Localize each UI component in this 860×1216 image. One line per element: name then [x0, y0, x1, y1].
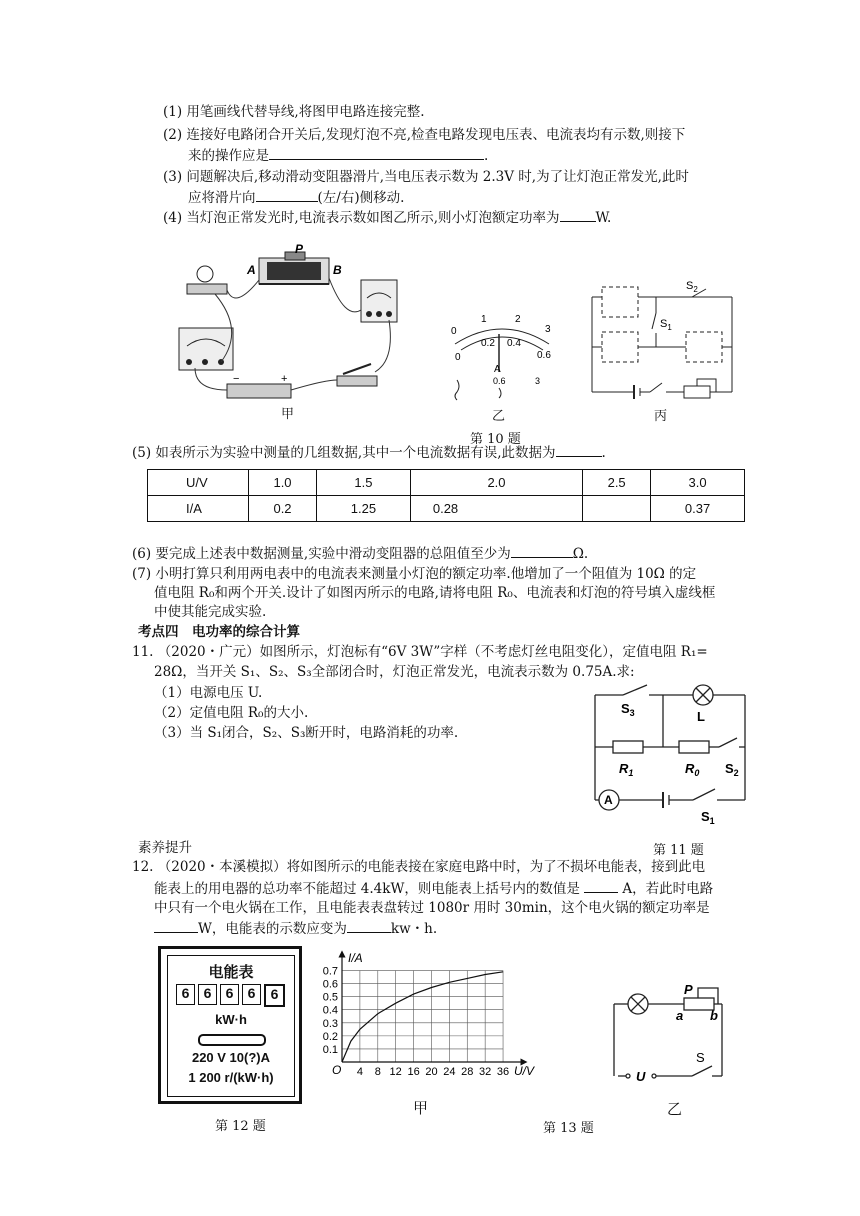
svg-text:0.6: 0.6 [493, 376, 506, 386]
q13-label-b: b [710, 1008, 718, 1023]
q11-caption: 第 11 题 [653, 843, 704, 858]
chart-y-tick-label: 0.5 [322, 991, 338, 1004]
q13-label-a: a [676, 1008, 684, 1023]
battery-icon [227, 373, 291, 398]
svg-text:3: 3 [535, 376, 541, 386]
q12-line3: 中只有一个电火锅在工作，且电能表表盘转过 1080r 用时 30min，这个电火锅的额定功率是 [154, 900, 710, 916]
answer-blank[interactable] [347, 919, 391, 933]
section-improve: 素养提升 [138, 840, 192, 856]
rheostat-label-A: A [247, 263, 256, 277]
q12-line1: 12. （2020・本溪模拟）将如图所示的电能表接在家庭电路中时，为了不损坏电能表，接到此电 [132, 859, 706, 875]
q13-label-jia: 甲 [413, 1099, 429, 1117]
meter-rev: 1 200 r/(kW·h) [188, 1070, 274, 1085]
svg-text:0: 0 [451, 326, 457, 337]
svg-text:0: 0 [455, 352, 461, 363]
chart-y-label: I/A [348, 951, 363, 965]
chart-x-tick-label: 20 [425, 1066, 438, 1078]
label-S2: $S_2$ [725, 761, 739, 778]
meter-unit: kW·h [215, 1012, 247, 1027]
answer-blank[interactable] [560, 208, 596, 222]
meter-digits: 6 6 6 6 6 [176, 984, 285, 1007]
energy-meter [158, 946, 302, 1104]
chart-origin-label: O [332, 1063, 342, 1077]
q13-circuit [600, 980, 740, 1088]
measurement-table [147, 469, 745, 522]
chart-x-tick-label: 12 [389, 1066, 402, 1078]
q10-item7-cont2: 中使其能完成实验. [154, 604, 267, 620]
chart-x-tick-label: 28 [461, 1066, 474, 1078]
q11-sub1: （1）电源电压 U. [154, 685, 263, 701]
chart-y-tick-label: 0.1 [322, 1043, 338, 1056]
q10-label-bing: 丙 [654, 409, 668, 424]
answer-blank[interactable] [269, 146, 484, 160]
q10-item2-cont: 来的操作应是 . [188, 148, 489, 164]
meter-disc-icon [198, 1034, 266, 1046]
q10-label-jia: 甲 [281, 407, 295, 422]
meter-title: 电能表 [208, 964, 254, 981]
q13-chart [312, 944, 542, 1084]
q10-item2: (2) 连接好电路闭合开关后,发现灯泡不亮,检查电路发现电压表、电流表均有示数,则接下 [163, 127, 686, 143]
rheostat-label-P: P [295, 242, 304, 256]
chart-ticks [323, 966, 509, 1078]
q10-item7-cont: 值电阻 R₀和两个开关.设计了如图丙所示的电路,请将电阻 R₀、电流表和灯泡的符号填入虚线框 [154, 585, 716, 601]
chart-y-tick-label: 0.2 [322, 1030, 338, 1043]
label-R1: $R_1$ [619, 761, 634, 778]
q13-label-P: P [684, 982, 693, 997]
q10-figure-bing [582, 277, 742, 402]
answer-blank[interactable] [584, 879, 618, 893]
rheostat-label-B: B [333, 263, 342, 277]
bing-label-S2: $S_2$ [686, 280, 698, 294]
q13-label-U: U [636, 1069, 646, 1084]
section-heading: 考点四 电功率的综合计算 [138, 624, 300, 640]
chart-y-tick-label: 0.3 [322, 1017, 338, 1030]
answer-blank[interactable] [511, 544, 573, 558]
svg-text:+: + [281, 373, 288, 385]
svg-text:0.4: 0.4 [507, 338, 521, 349]
chart-grid [342, 971, 503, 1062]
dashed-box [602, 332, 638, 362]
voltmeter-icon [179, 328, 233, 370]
bulb-icon [187, 266, 227, 294]
q11-sub3: （3）当 S₁闭合，S₂、S₃断开时，电路消耗的功率. [154, 725, 459, 741]
svg-text:0.6: 0.6 [537, 350, 551, 361]
svg-text:−: − [233, 373, 240, 385]
chart-x-tick-label: 32 [479, 1066, 492, 1078]
q12-line2: 能表上的用电器的总功率不能超过 4.4kW，则电能表上括号内的数值是 A，若此时电路 [154, 881, 714, 897]
q11-sub2: （2）定值电阻 R₀的大小. [154, 705, 309, 721]
svg-text:3: 3 [545, 324, 551, 335]
q10-figure-yi [437, 310, 567, 405]
switch-icon [337, 364, 377, 386]
table-row: U/V 1.0 1.5 2.0 2.5 3.0 [148, 470, 745, 496]
q10-label-yi: 乙 [492, 409, 506, 424]
chart-series-line [342, 972, 503, 1062]
label-R0: $R_0$ [685, 761, 700, 778]
chart-y-tick-label: 0.6 [322, 978, 338, 991]
chart-y-tick-label: 0.7 [322, 965, 338, 978]
q12-line4: W，电能表的示数应变为 kw・h. [154, 919, 437, 938]
chart-axes [332, 951, 535, 1078]
q13-caption: 第 13 题 [543, 1121, 594, 1136]
chart-y-tick-label: 0.4 [322, 1004, 338, 1017]
svg-text:2: 2 [515, 314, 521, 325]
dashed-box [602, 287, 638, 317]
chart-x-tick-label: 4 [356, 1066, 363, 1078]
chart-x-tick-label: 8 [374, 1066, 381, 1078]
q10-figure-jia [175, 242, 400, 410]
q10-caption: 第 10 题 [470, 432, 521, 447]
svg-text:0.2: 0.2 [481, 338, 495, 349]
q11-line2: 28Ω，当开关 S₁、S₂、S₃全部闭合时，灯泡正常发光，电流表示数为 0.75A.求: [154, 664, 635, 680]
meter-rating: 220 V 10(?)A [191, 1050, 271, 1065]
ammeter-icon [361, 280, 397, 322]
svg-text:A: A [494, 364, 501, 375]
table-row: I/A 0.2 1.25 0.28 0.37 [148, 496, 745, 522]
q11-circuit [585, 675, 755, 835]
answer-blank[interactable] [154, 919, 198, 933]
label-L: L [697, 709, 705, 724]
chart-x-tick-label: 24 [443, 1066, 456, 1078]
q10-item5: (5) 如表所示为实验中测量的几组数据,其中一个电流数据有误,此数据为 . [132, 445, 606, 461]
chart-x-label: U/V [514, 1064, 535, 1078]
dashed-box [686, 332, 722, 362]
ammeter-symbol: A [604, 793, 613, 807]
label-S3: $S_3$ [621, 701, 635, 718]
rheostat-icon [259, 252, 329, 284]
chart-x-tick-label: 16 [407, 1066, 420, 1078]
label-S1: $S_1$ [701, 809, 715, 826]
q11-line1: 11. （2020・广元）如图所示，灯泡标有“6V 3W”字样（不考虑灯丝电阻变化），定值电阻 R₁= [132, 644, 708, 660]
svg-text:1: 1 [481, 314, 487, 325]
answer-blank[interactable] [556, 443, 602, 457]
answer-blank[interactable] [256, 188, 318, 202]
q12-caption: 第 12 题 [215, 1119, 266, 1134]
q10-item1: (1) 用笔画线代替导线,将图甲电路连接完整. [163, 104, 425, 120]
q13-label-S: S [696, 1050, 705, 1065]
q10-item4: (4) 当灯泡正常发光时,电流表示数如图乙所示,则小灯泡额定功率为 W. [163, 210, 612, 226]
q13-label-yi: 乙 [667, 1100, 683, 1118]
bing-label-S1: $S_1$ [660, 318, 672, 332]
q10-item6: (6) 要完成上述表中数据测量,实验中滑动变阻器的总阻值至少为 Ω. [132, 546, 589, 562]
q10-item3: (3) 问题解决后,移动滑动变阻器滑片,当电压表示数为 2.3V 时,为了让灯泡正常发光,此时 [163, 169, 689, 185]
q10-item3-cont: 应将滑片向 (左/右)侧移动. [188, 190, 405, 206]
q10-item7: (7) 小明打算只利用两电表中的电流表来测量小灯泡的额定功率.他增加了一个阻值为 10Ω 的定 [132, 566, 697, 582]
chart-x-tick-label: 36 [496, 1066, 510, 1078]
